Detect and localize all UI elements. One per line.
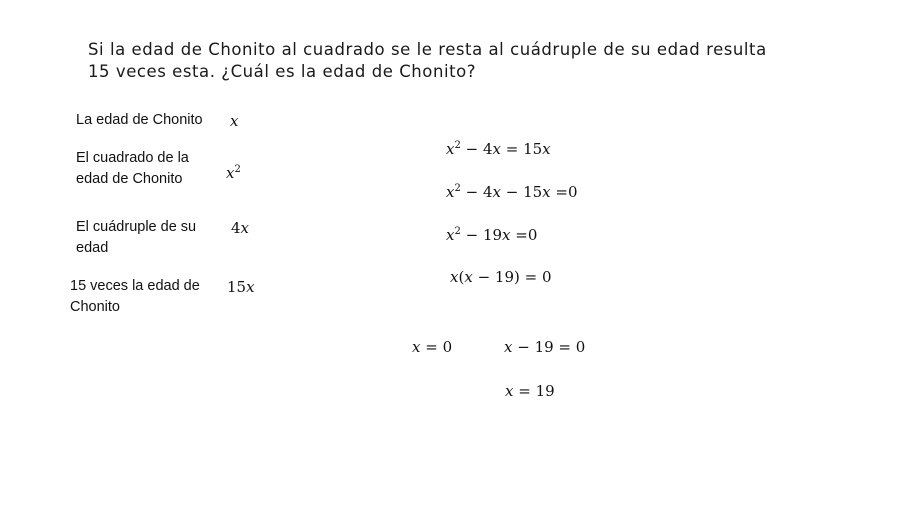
definition-expr-quadruple: 4x: [231, 219, 250, 237]
definition-label-quadruple: El cuádruple de su edad: [76, 219, 197, 256]
equation-3: $x^2 - 19x =0$: [446, 226, 538, 244]
solution-2-equation: x − 19 = 0: [504, 338, 586, 356]
definition-label-square: El cuadrado de la edad de Chonito: [76, 150, 189, 187]
equation-2: $x^2 - 4x - 15x =0$: [446, 183, 578, 201]
problem-line-1: Si la edad de Chonito al cuadrado se le resta al cuádruple de su edad resulta: [88, 40, 767, 59]
equation-factored: x(x − 19) = 0: [450, 268, 552, 286]
problem-statement: [88, 39, 848, 83]
definition-expr-age: x: [230, 112, 239, 130]
definition-label-fifteen-times: 15 veces la edad de Chonito: [70, 278, 200, 315]
definition-expr-fifteen-times: 15x: [227, 278, 255, 296]
definition-expr-square: $x^2$: [226, 164, 241, 182]
problem-line-2: 15 veces esta. ¿Cuál es la edad de Chonito?: [88, 62, 477, 81]
solution-2: x = 19: [505, 382, 555, 400]
solution-1: x = 0: [412, 338, 453, 356]
definition-label-age: La edad de Chonito: [76, 112, 203, 128]
equation-1: $x^2 - 4x = 15x$: [446, 140, 551, 158]
